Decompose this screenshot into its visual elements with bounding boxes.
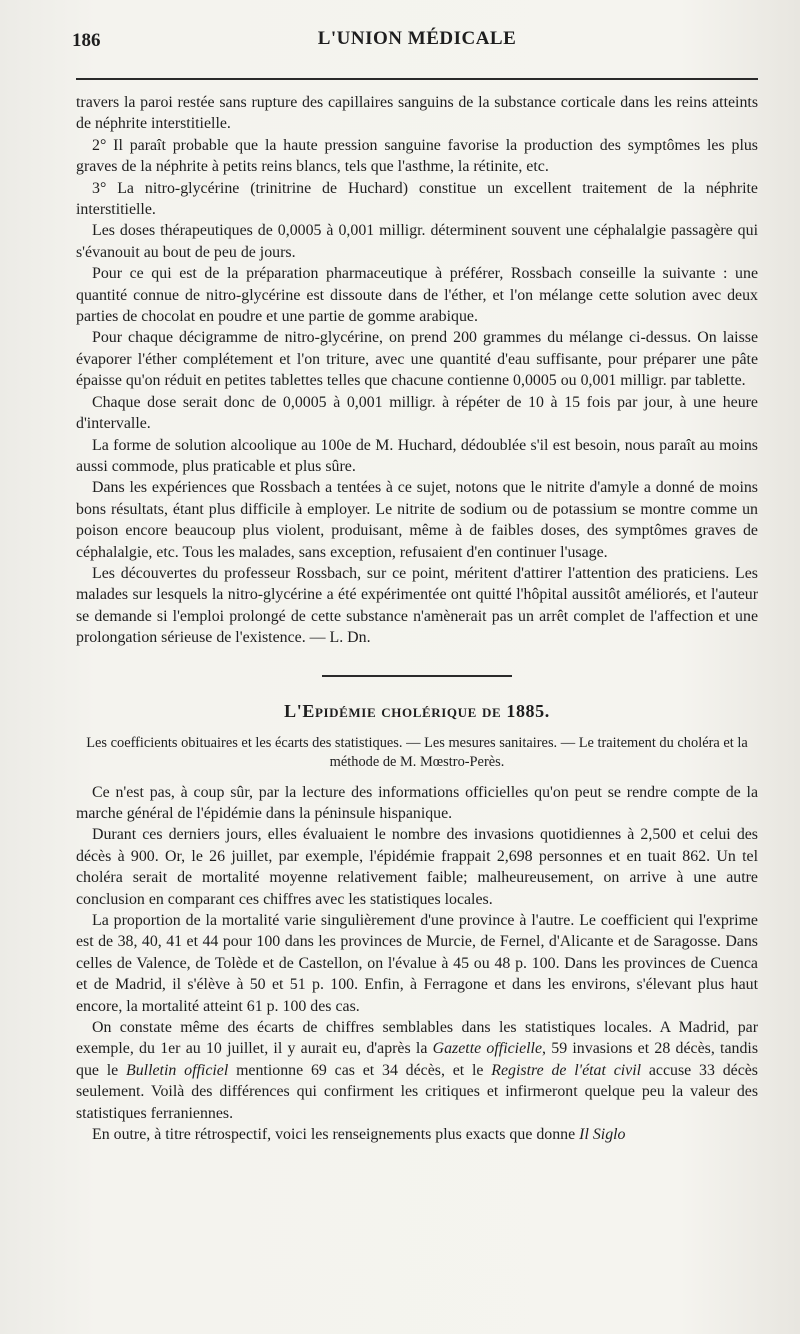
paragraph: 3° La nitro-glycérine (trinitrine de Huchard) constitue un excellent traitement de la néphrite interstitielle. — [76, 179, 758, 219]
paragraph: Dans les expériences que Rossbach a tentées à ce sujet, notons que le nitrite d'amyle a donné de moins bons résultats, étant plus difficile à employer. Le nitrite de sodium ou de potassium se montre comme un poison encore beaucoup plus violent, produisant, même à de faibles doses, des symptômes graves de céphalalgie, etc. Tous les malades, sans exception, refusaient d'en continuer l'usage. — [76, 479, 758, 561]
text-run: , 59 invasions et 28 décès, tandis que le — [76, 1040, 759, 1079]
citation-gazette: Gazette officielle — [432, 1040, 543, 1058]
text-run: En outre, à titre rétrospectif, voici les renseignements plus exacts que donne — [92, 1126, 580, 1144]
paragraph: Ce n'est pas, à coup sûr, par la lecture des informations officielles qu'on peut se rendre compte de la marche général de l'épidémie dans la péninsule hispanique. — [76, 783, 758, 822]
text-run: mentionne 69 cas et 34 décès, et le — [228, 1061, 492, 1079]
paragraph: Pour chaque décigramme de nitro-glycérine, on prend 200 grammes du mélange ci-dessus. On laisse évaporer l'éther complétement et l'on triture, avec une quantité d'eau suffisante, pour préparer une pâte épaisse qu'on réduit en petites tablettes telles que chacune contienne 0,0005 ou 0,001 milligr. par tablette. — [76, 329, 758, 390]
page-header — [72, 26, 758, 56]
citation-bulletin: Bulletin officiel — [126, 1061, 229, 1079]
paragraph: La forme de solution alcoolique au 100e de M. Huchard, dédoublée s'il est besoin, nous paraît au moins aussi commode, plus praticable et plus sûre. — [76, 436, 758, 475]
citation-il-siglo: Il Siglo — [579, 1126, 626, 1144]
text-run: accuse 33 décès seulement. Voilà des différences qui confirment les critiques et infirmeront quelque peu la valeur des statistiques ferraniennes. — [76, 1061, 758, 1122]
paragraph: Pour ce qui est de la préparation pharmaceutique à préférer, Rossbach conseille la suivante : une quantité connue de nitro-glycérine est dissoute dans de l'éther, et l'on mélange cette solution avec deux parties de chocolat en poudre et une partie de gomme arabique. — [76, 265, 758, 326]
section-divider — [322, 675, 512, 677]
article-summary: Les coefficients obituaires et les écarts des statistiques. — Les mesures sanitaires. — Le traitement du choléra et la méthode de M. Mœstro-Perès. — [86, 734, 748, 770]
paragraph: Chaque dose serait donc de 0,0005 à 0,001 milligr. à répéter de 10 à 15 fois par jour, à une heure d'intervalle. — [76, 393, 758, 433]
running-title: L'UNION MÉDICALE — [317, 28, 517, 49]
paragraph: Durant ces derniers jours, elles évaluaient le nombre des invasions quotidiennes à 2,500 et celui des décès à 900. Or, le 26 juillet, par exemple, l'épidémie frappait 2,698 personnes et en tuait 862. Un tel choléra serait de mortalité moyenne relativement faible; malheureusement, on arrive à une autre conclusion en comparant ces chiffres avec les statistiques locales. — [76, 826, 758, 908]
paragraph: La proportion de la mortalité varie singulièrement d'une province à l'autre. Le coefficient qui l'exprime est de 38, 40, 41 et 44 pour 100 dans les provinces de Murcie, de Fernel, d'Alicante et de Saragosse. Dans celles de Valence, de Tolède et de Castellon, on l'évalue à 45 ou 48 p. 100. Dans les provinces de Cuenca et de Madrid, il s'élève à 50 et 51 p. 100. Enfin, à Ferragone et dans les environs, s'élevant plus haut encore, la mortalité atteint 61 p. 100 des cas. — [76, 912, 758, 1015]
paragraph: 2° Il paraît probable que la haute pression sanguine favorise la production des symptômes les plus graves de la néphrite à petits reins blancs, tels que l'asthme, la rétinite, etc. — [76, 136, 758, 176]
paragraph: Les doses thérapeutiques de 0,0005 à 0,001 milligr. déterminent souvent une céphalalgie passagère qui s'évanouit au bout de peu de jours. — [76, 222, 758, 261]
text-run: On constate même des écarts de chiffres semblables dans les statistiques locales. A Madrid, par exemple, du 1er au 10 juillet, il y aurait eu, d'après la — [76, 1019, 758, 1058]
page-number: 186 — [72, 30, 101, 51]
header-rule — [76, 78, 758, 80]
paragraph: travers la paroi restée sans rupture des capillaires sanguins de la substance corticale dans les reins atteints de néphrite interstitielle. — [76, 94, 758, 133]
paragraph — [76, 1124, 758, 1145]
article-nitroglycerine — [76, 92, 758, 649]
paragraph — [76, 1017, 758, 1124]
paragraph: Les découvertes du professeur Rossbach, sur ce point, méritent d'attirer l'attention des praticiens. Les malades sur lesquels la nitro-glycérine a été expérimentée ont quitté l'hôpital aussitôt améliorés, et l'auteur se demande si l'emploi prolongé de cette substance n'amènerait pas un arrêt complet de l'affection et une prolongation sérieuse de l'existence. — L. Dn. — [76, 564, 758, 647]
citation-registre: Registre de l'état civil — [491, 1061, 642, 1079]
article-title: L'Epidémie cholérique de 1885. — [284, 700, 550, 721]
article-cholera — [76, 701, 758, 1146]
